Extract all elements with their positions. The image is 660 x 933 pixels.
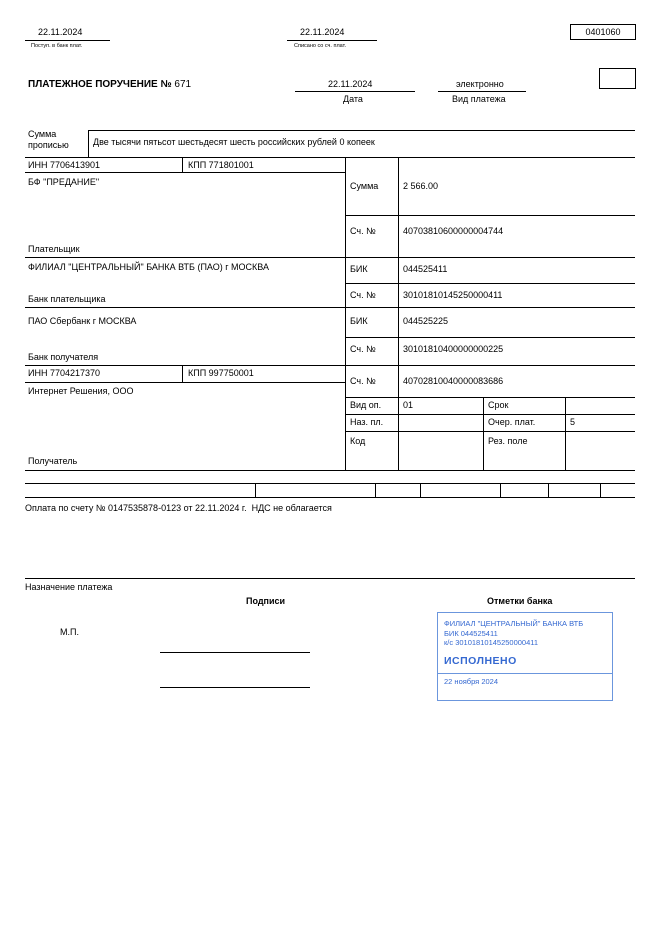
table-border [25,157,635,158]
op-type-label: Вид оп. [350,400,382,410]
payment-kind-underline [438,91,526,92]
payee-inn: ИНН 7704217370 [28,368,101,378]
table-border [25,172,345,173]
priority-value: 5 [570,417,576,427]
sum-value: 2 566.00 [403,181,439,191]
payer-caption: Плательщик [28,244,80,254]
table-border [345,283,635,284]
amount-words-label: Сумма прописью [28,129,69,150]
table-border [25,365,635,366]
payment-kind: электронно [456,79,504,89]
amount-words-value: Две тысячи пятьсот шестьдесят шесть российских рублей 0 копеек [93,137,375,147]
payee-account: 40702810040000083686 [403,376,504,386]
payer-name: БФ "ПРЕДАНИЕ" [28,177,100,187]
payer-bank-bik-label: БИК [350,264,368,274]
table-border [345,414,635,415]
signature-line [160,652,310,653]
table-border [25,257,635,258]
payee-bank-bik-label: БИК [350,316,368,326]
signature-line [160,687,310,688]
payee-account-label: Сч. № [350,376,376,386]
signatures-label: Подписи [246,596,286,606]
payer-bank-account: 30101810145250000411 [403,290,503,300]
debited-date-underline [287,40,377,41]
document-number: 671 [174,79,192,90]
payee-caption: Получатель [28,456,78,466]
form-code-box [570,24,636,40]
purpose-code-label: Наз. пл. [350,417,384,427]
table-border [345,337,635,338]
table-border [398,157,399,470]
table-border [182,365,183,382]
table-border [182,157,183,172]
stamp-bik: БИК 044525411 [444,628,498,638]
payment-purpose-caption: Назначение платежа [25,582,113,592]
payee-bank-name: ПАО Сбербанк г МОСКВА [28,316,137,326]
bank-execution-stamp [437,612,613,701]
sum-label: Сумма [350,181,379,191]
payer-bank-name: ФИЛИАЛ "ЦЕНТРАЛЬНЫЙ" БАНКА ВТБ (ПАО) г МОСКВА [28,262,269,272]
received-date-caption: Поступ. в банк плат. [31,43,83,49]
form-code: 0401060 [585,27,621,37]
received-date: 22.11.2024 [38,27,83,37]
payer-bank-bik: 044525411 [403,264,448,274]
payee-bank-account: 30101810400000000225 [403,344,504,354]
document-date-underline [295,91,415,92]
term-label: Срок [488,400,509,410]
table-border [345,431,635,432]
table-border [25,470,635,471]
table-border [375,483,376,497]
payer-account: 40703810600000004744 [403,226,504,236]
document-title-label: ПЛАТЕЖНОЕ ПОРУЧЕНИЕ № [28,79,172,90]
bank-marks-label: Отметки банка [487,596,553,606]
payee-bank-caption: Банк получателя [28,352,99,362]
table-border [420,483,421,497]
payer-bank-account-label: Сч. № [350,290,376,300]
table-border [255,483,256,497]
payee-name: Интернет Решения, ООО [28,386,134,396]
table-border [25,307,635,308]
payer-kpp: КПП 771801001 [188,160,254,170]
priority-label: Очер. плат. [488,417,536,427]
document-date: 22.11.2024 [328,79,373,89]
op-type-value: 01 [403,400,414,410]
stamp-date: 22 ноября 2024 [438,673,612,687]
table-border [483,397,484,470]
payee-kpp: КПП 997750001 [188,368,254,378]
reserve-field-label: Рез. поле [488,436,528,446]
table-border [600,483,601,497]
code-label: Код [350,436,366,446]
document-title [28,79,191,90]
table-border [88,130,635,131]
table-border [345,157,346,470]
stamp-status: ИСПОЛНЕНО [444,654,517,667]
table-border [345,215,635,216]
stamp-corr-account: к/с 30101810145250000411 [444,638,539,647]
table-border [88,130,89,157]
table-border [345,397,635,398]
table-border [565,397,566,470]
table-border [25,382,345,383]
stamp-bank-name: ФИЛИАЛ "ЦЕНТРАЛЬНЫЙ" БАНКА ВТБ [444,619,584,628]
payer-account-label: Сч. № [350,226,376,236]
payee-bank-account-label: Сч. № [350,344,376,354]
payer-bank-caption: Банк плательщика [28,294,106,304]
table-border [25,578,635,579]
debited-date-caption: Списано со сч. плат. [294,43,347,49]
document-date-caption: Дата [343,94,363,104]
payment-kind-caption: Вид платежа [452,94,506,104]
table-border [25,497,635,498]
stamp-place-label: М.П. [60,627,79,637]
table-border [25,483,635,484]
payer-inn: ИНН 7706413901 [28,160,101,170]
table-border [548,483,549,497]
payee-bank-bik: 044525225 [403,316,449,326]
empty-top-right-box [599,68,636,89]
debited-date: 22.11.2024 [300,27,345,37]
payment-purpose-text: Оплата по счету № 0147535878-0123 от 22.11.2024 г. НДС не облагается [25,503,332,513]
received-date-underline [25,40,110,41]
table-border [500,483,501,497]
